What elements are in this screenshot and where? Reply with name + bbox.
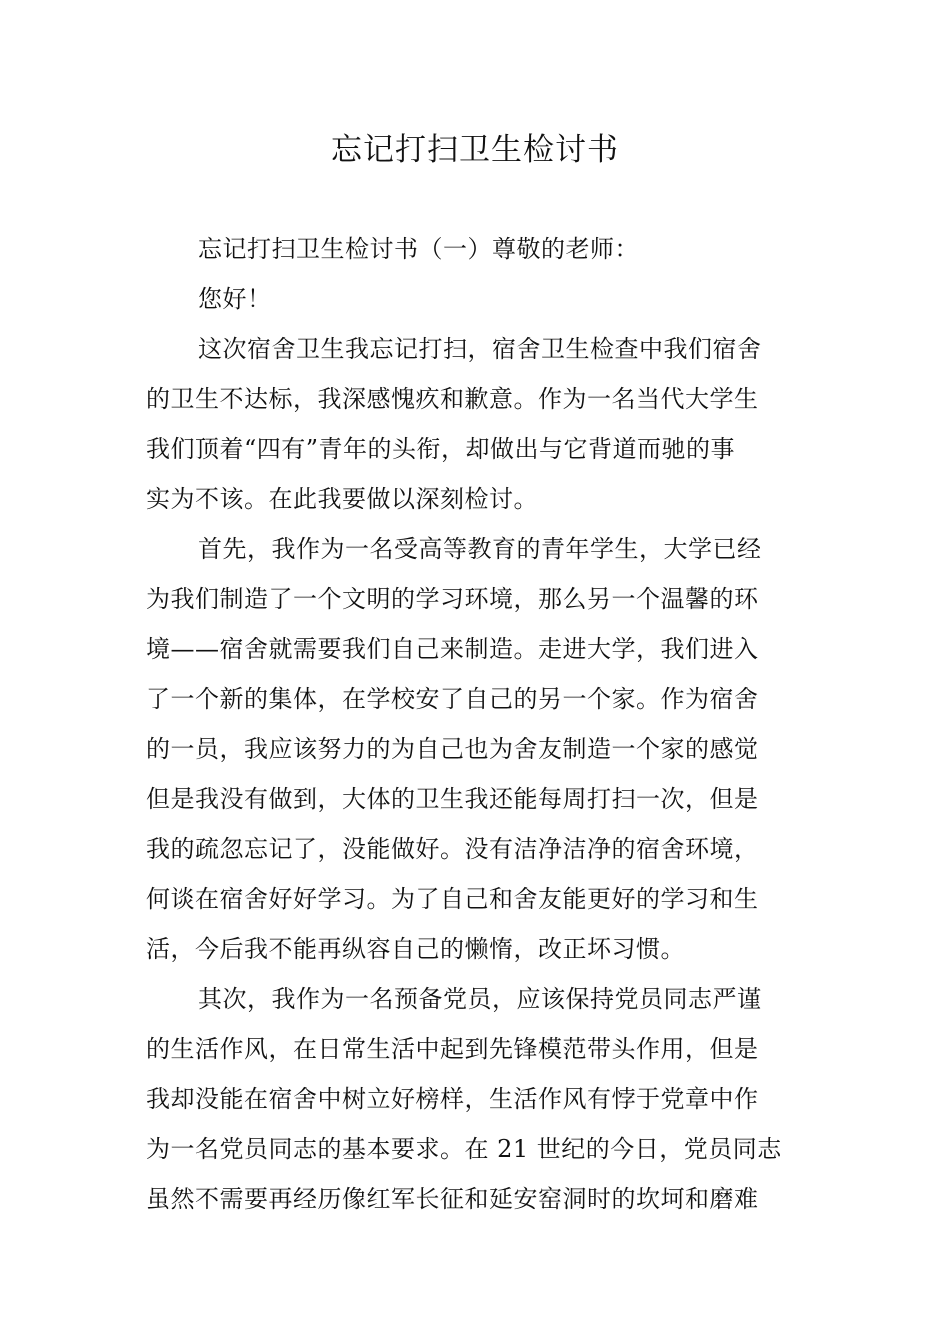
body-line: 这次宿舍卫生我忘记打扫，宿舍卫生检查中我们宿舍 <box>198 335 762 363</box>
document-body <box>146 224 806 1224</box>
body-line: 虽然不需要再经历像红军长征和延安窑洞时的坎坷和磨难 <box>146 1185 759 1213</box>
body-line: 您好！ <box>198 285 272 313</box>
body-line: 首先，我作为一名受高等教育的青年学生，大学已经 <box>198 535 762 563</box>
body-line: 我却没能在宿舍中树立好榜样，生活作风有悖于党章中作 <box>146 1085 759 1113</box>
body-line: 但是我没有做到，大体的卫生我还能每周打扫一次，但是 <box>146 785 759 813</box>
body-line: 了一个新的集体，在学校安了自己的另一个家。作为宿舍 <box>146 685 759 713</box>
body-line: 我的疏忽忘记了，没能做好。没有洁净洁净的宿舍环境， <box>146 835 759 863</box>
body-line: 境——宿舍就需要我们自己来制造。走进大学，我们进入 <box>146 635 759 663</box>
body-line: 我们顶着“四有”青年的头衔，却做出与它背道而驰的事 <box>146 435 736 463</box>
body-line: 其次，我作为一名预备党员，应该保持党员同志严谨 <box>198 985 762 1013</box>
body-line: 实为不该。在此我要做以深刻检讨。 <box>146 485 538 513</box>
body-line: 为一名党员同志的基本要求。在 21 世纪的今日，党员同志 <box>146 1135 782 1163</box>
body-line: 的生活作风，在日常生活中起到先锋模范带头作用，但是 <box>146 1035 759 1063</box>
body-line: 的卫生不达标，我深感愧疚和歉意。作为一名当代大学生 <box>146 385 759 413</box>
body-line: 的一员，我应该努力的为自己也为舍友制造一个家的感觉 <box>146 735 759 763</box>
body-line: 为我们制造了一个文明的学习环境，那么另一个温馨的环 <box>146 585 759 613</box>
body-line: 忘记打扫卫生检讨书（一）尊敬的老师： <box>198 235 639 263</box>
body-line: 活，今后我不能再纵容自己的懒惰，改正坏习惯。 <box>146 935 685 963</box>
body-line: 何谈在宿舍好好学习。为了自己和舍友能更好的学习和生 <box>146 885 759 913</box>
document-title: 忘记打扫卫生检讨书 <box>331 132 619 168</box>
